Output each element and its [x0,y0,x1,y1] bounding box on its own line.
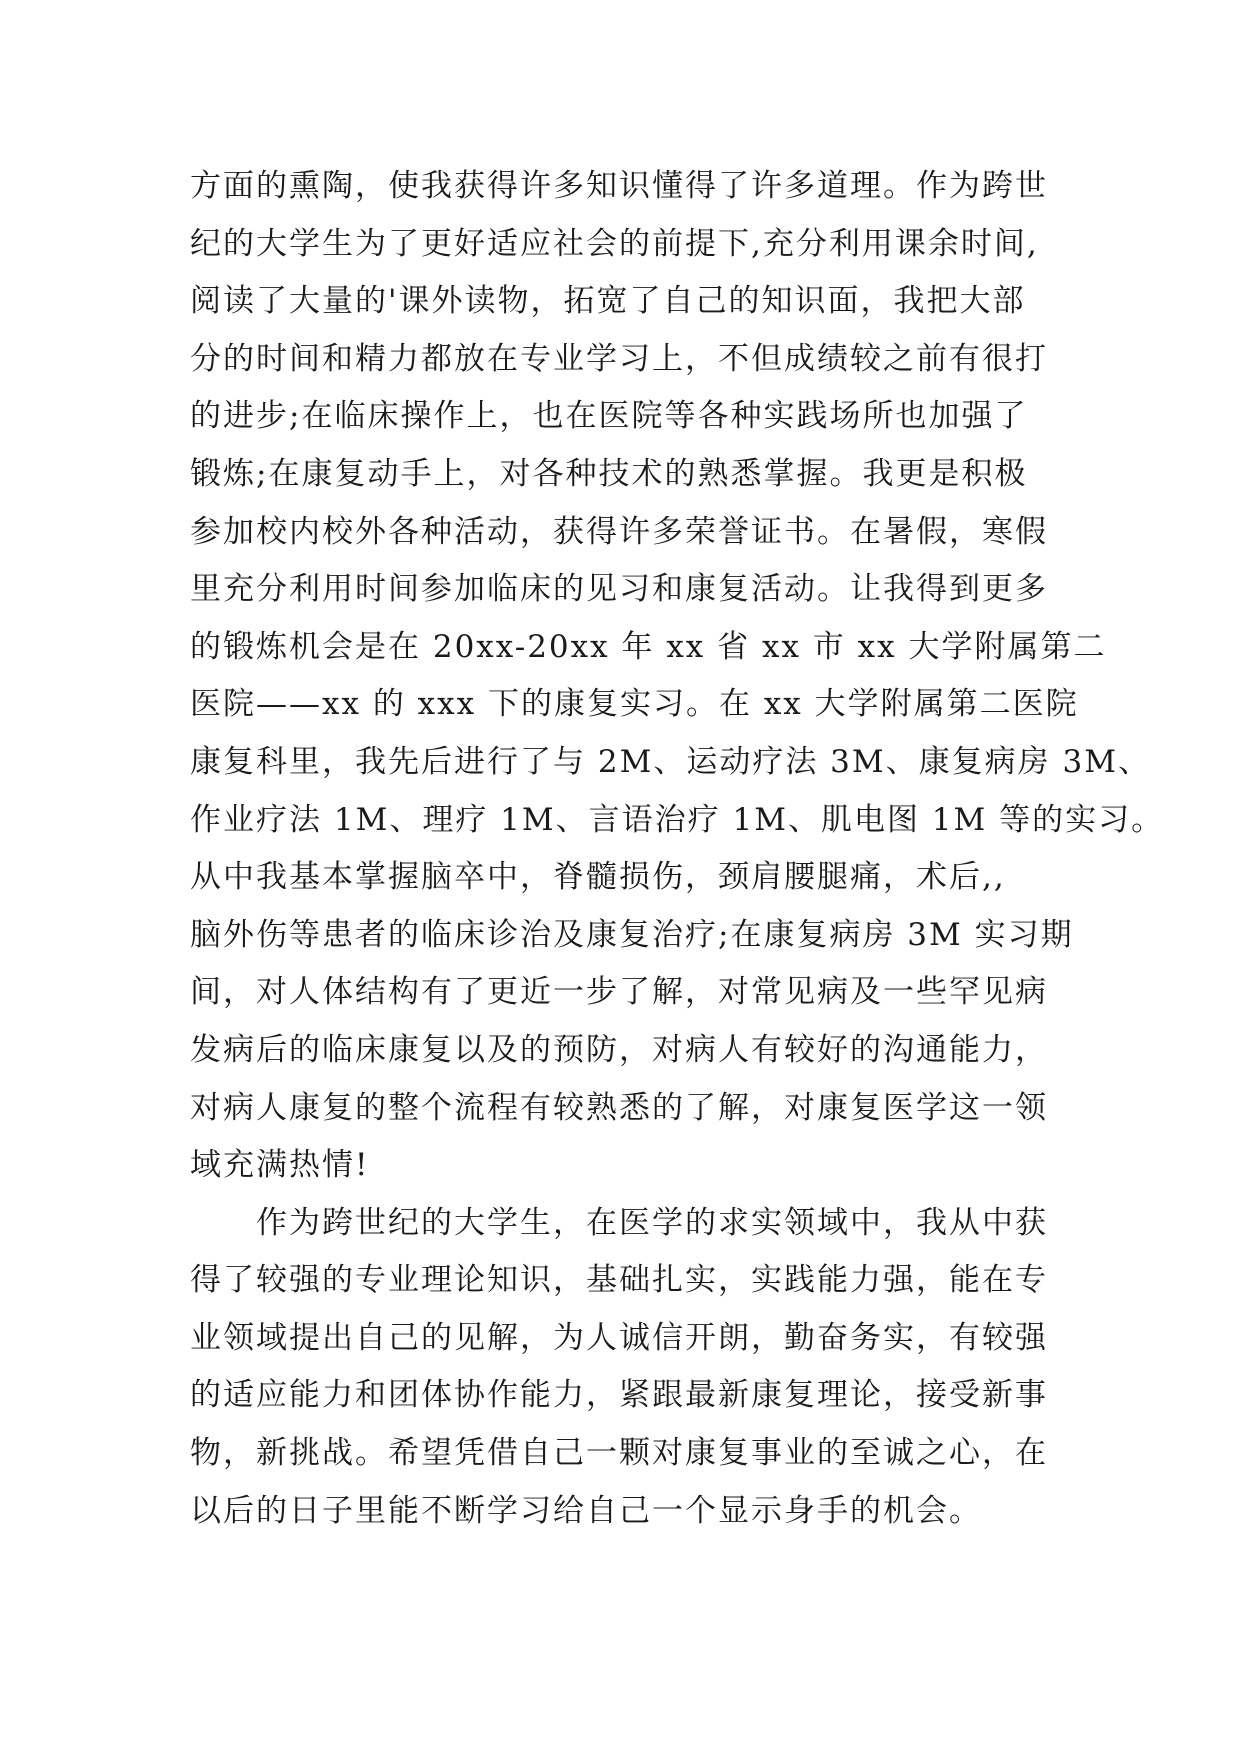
text-line: 的进步;在临床操作上，也在医院等各种实践场所也加强了 [190,398,1028,435]
text-line: 业领域提出自己的见解，为人诚信开朗，勤奋务实，有较强 [190,1319,1048,1356]
text-line: 物，新挑战。希望凭借自己一颗对康复事业的至诚之心，在 [190,1435,1048,1472]
text-line: 的锻炼机会是在 20xx-20xx 年 xx 省 xx 市 xx 大学附属第二 [190,628,1107,665]
body-text [190,158,1165,1540]
text-line: 间，对人体结构有了更近一步了解，对常见病及一些罕见病 [190,974,1048,1011]
text-line: 里充分利用时间参加临床的见习和康复活动。让我得到更多 [190,571,1048,608]
text-line: 阅读了大量的'课外读物，拓宽了自己的知识面，我把大部 [190,283,1026,320]
text-line: 纪的大学生为了更好适应社会的前提下,充分利用课余时间, [190,225,1039,262]
text-line: 对病人康复的整个流程有较熟悉的了解，对康复医学这一领 [190,1089,1048,1126]
text-line: 域充满热情! [190,1147,370,1184]
text-line: 参加校内校外各种活动，获得许多荣誉证书。在暑假，寒假 [190,513,1048,550]
text-line: 医院——xx 的 xxx 下的康复实习。在 xx 大学附属第二医院 [190,686,1079,723]
text-line: 脑外伤等患者的临床诊治及康复治疗;在康复病房 3M 实习期 [190,916,1074,953]
text-line: 锻炼;在康复动手上，对各种技术的熟悉掌握。我更是积极 [190,455,1028,492]
text-line: 得了较强的专业理论知识，基础扎实，实践能力强，能在专 [190,1262,1048,1299]
text-line: 的适应能力和团体协作能力，紧跟最新康复理论，接受新事 [190,1377,1048,1414]
text-line: 发病后的临床康复以及的预防，对病人有较好的沟通能力， [190,1031,1048,1068]
text-line: 以后的日子里能不断学习给自己一个显示身手的机会。 [190,1492,982,1529]
text-line: 分的时间和精力都放在专业学习上，不但成绩较之前有很打 [190,340,1048,377]
text-line: 作业疗法 1M、理疗 1M、言语治疗 1M、肌电图 1M 等的实习。 [190,801,1165,838]
text-line: 从中我基本掌握脑卒中，脊髓损伤，颈肩腰腿痛，术后,, [190,859,1006,896]
text-line: 方面的熏陶，使我获得许多知识懂得了许多道理。作为跨世 [190,168,1048,204]
text-line: 作为跨世纪的大学生，在医学的求实领域中，我从中获 [190,1204,1048,1241]
text-line: 康复科里，我先后进行了与 2M、运动疗法 3M、康复病房 3M、 [190,743,1151,780]
